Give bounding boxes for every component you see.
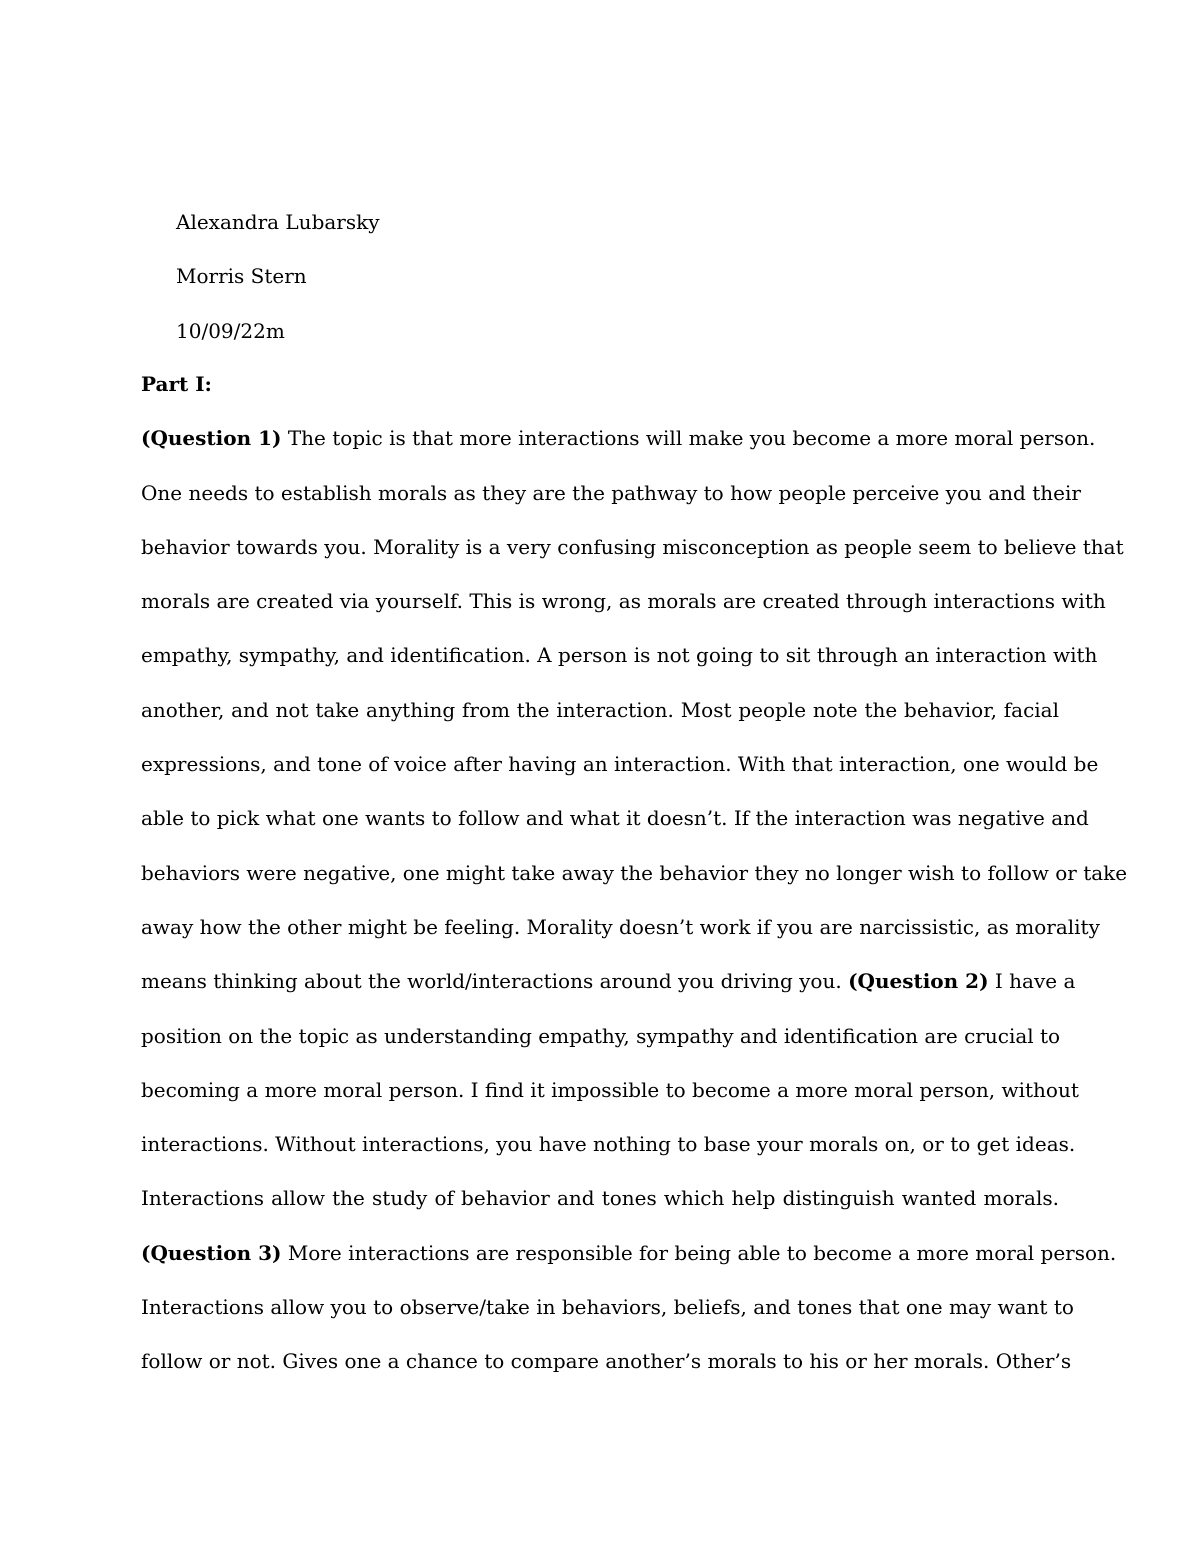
document-header <box>176 195 380 358</box>
paragraph-line <box>141 628 1098 682</box>
document-body <box>141 357 1128 1389</box>
instructor-name: Morris Stern <box>176 264 307 289</box>
paragraph-line <box>141 683 1059 737</box>
document-date: 10/09/22m <box>176 318 285 343</box>
body-paragraph <box>141 411 1128 1388</box>
text-run: Interactions allow the study of behavior and tones which help distinguish wanted morals. <box>141 1186 1059 1211</box>
author-name: Alexandra Lubarsky <box>176 210 380 234</box>
text-run: means thinking about the world/interactions around you driving you. <box>141 969 849 994</box>
text-run: The topic is that more interactions will make you become a more moral person. <box>281 426 1096 451</box>
paragraph-line <box>141 520 1124 574</box>
paragraph-line <box>141 737 1099 791</box>
text-run: interactions. Without interactions, you have nothing to base your morals on, or to get ideas. <box>141 1132 1076 1157</box>
text-run: morals are created via yourself. This is wrong, as morals are created through interactions with <box>141 589 1106 614</box>
text-run: away how the other might be feeling. Morality doesn’t work if you are narcissistic, as morality <box>141 914 1100 939</box>
question-label: (Question 2) <box>848 969 989 994</box>
text-run: follow or not. Gives one a chance to compare another’s morals to his or her morals. Other’s <box>141 1349 1072 1374</box>
paragraph-line <box>141 1063 1079 1117</box>
paragraph-line <box>141 1280 1074 1334</box>
text-run: expressions, and tone of voice after having an interaction. With that interaction, one would be <box>141 752 1099 777</box>
paragraph-line <box>141 791 1089 845</box>
paragraph-line <box>141 1171 1059 1225</box>
paragraph-line <box>141 1117 1076 1171</box>
paragraph-line <box>141 846 1128 900</box>
paragraph-line <box>141 1334 1072 1388</box>
paragraph-line <box>141 411 1096 465</box>
text-run: behaviors were negative, one might take away the behavior they no longer wish to follow or take <box>141 860 1128 885</box>
text-run: I have a <box>988 969 1076 994</box>
paragraph-line <box>141 1226 1117 1280</box>
text-run: able to pick what one wants to follow and what it doesn’t. If the interaction was negative and <box>141 806 1089 831</box>
paragraph-line <box>141 466 1081 520</box>
text-run: becoming a more moral person. I find it impossible to become a more moral person, without <box>141 1077 1079 1102</box>
paragraph-line <box>141 900 1100 954</box>
text-run: empathy, sympathy, and identification. A person is not going to sit through an interaction with <box>141 643 1098 668</box>
text-run: position on the topic as understanding empathy, sympathy and identification are crucial to <box>141 1023 1061 1048</box>
text-run: another, and not take anything from the interaction. Most people note the behavior, facial <box>141 697 1059 722</box>
paragraph-line <box>141 954 1076 1008</box>
text-run: One needs to establish morals as they are the pathway to how people perceive you and their <box>141 480 1081 505</box>
section-title: Part I: <box>141 372 212 396</box>
text-run: More interactions are responsible for being able to become a more moral person. <box>281 1240 1117 1265</box>
text-run: behavior towards you. Morality is a very confusing misconception as people seem to believe that <box>141 534 1124 559</box>
paragraph-line <box>141 1009 1059 1063</box>
question-label: (Question 1) <box>141 426 282 451</box>
text-run: Interactions allow you to observe/take in behaviors, beliefs, and tones that one may want to <box>141 1295 1074 1320</box>
question-label: (Question 3) <box>141 1240 282 1265</box>
paragraph-line <box>141 574 1106 628</box>
